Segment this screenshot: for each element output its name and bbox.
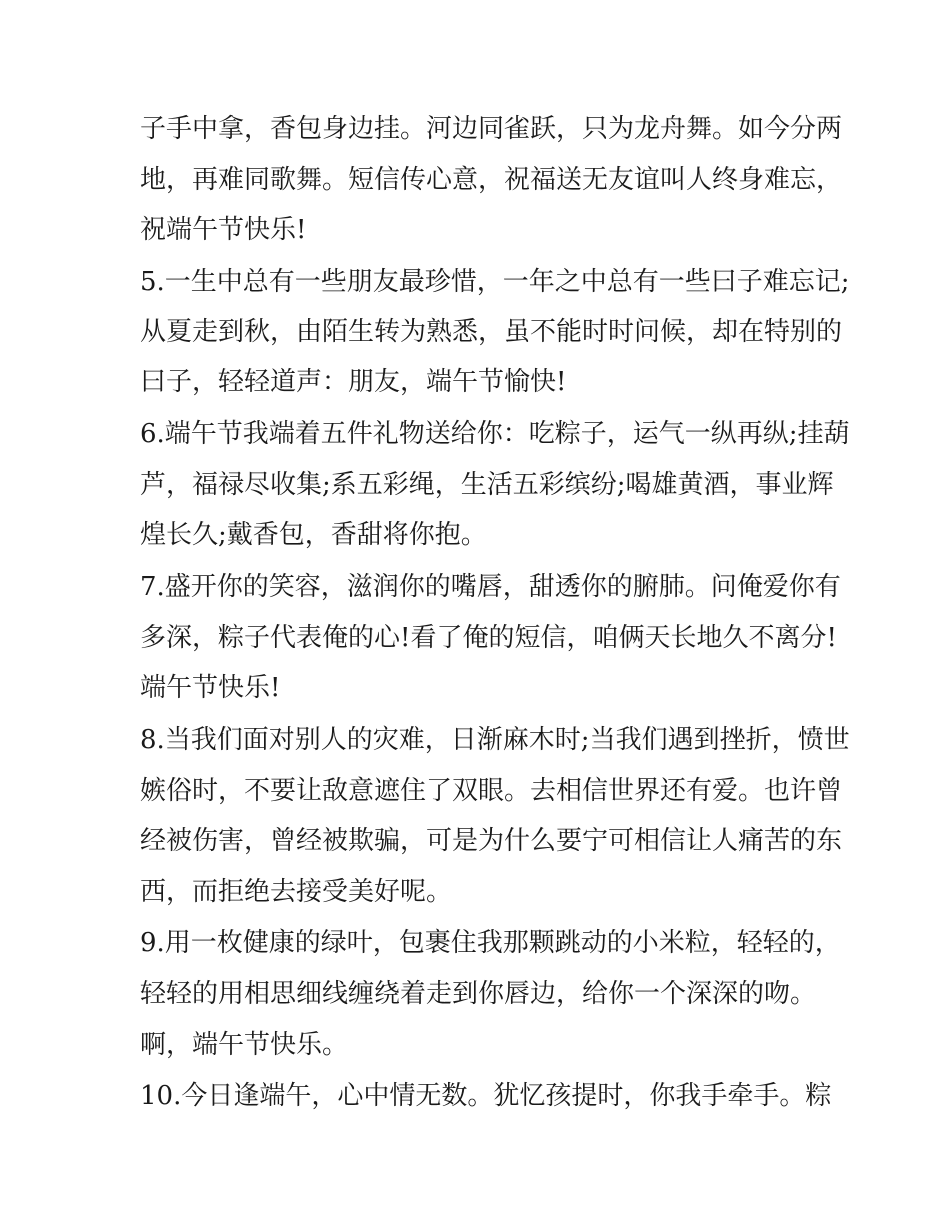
text-line: 6.端午节我端着五件礼物送给你：吃粽子，运气一纵再纵;挂葫 <box>140 419 850 449</box>
text-line: 9.用一枚健康的绿叶，包裹住我那颗跳动的小米粒，轻轻的， <box>140 928 841 958</box>
text-line: 轻轻的用相思细线缠绕着走到你唇边，给你一个深深的吻。 <box>140 979 817 1009</box>
text-line: 8.当我们面对别人的灾难，日渐麻木时;当我们遇到挫折，愤世 <box>140 725 850 755</box>
text-line: 西，而拒绝去接受美好呢。 <box>140 877 453 907</box>
text-line: 嫉俗时，不要让敌意遮住了双眼。去相信世界还有爱。也许曾 <box>140 776 843 806</box>
text-line: 从夏走到秋，由陌生转为熟悉，虽不能时时问候，却在特别的 <box>140 317 843 347</box>
text-line: 祝端午节快乐! <box>140 215 307 245</box>
text-line: 啊，端午节快乐。 <box>140 1030 349 1060</box>
text-line: 经被伤害，曾经被欺骗，可是为什么要宁可相信让人痛苦的东 <box>140 826 843 856</box>
text-line: 煌长久;戴香包，香甜将你抱。 <box>140 520 487 550</box>
text-line: 端午节快乐! <box>140 673 281 703</box>
text-line: 地，再难同歌舞。短信传心意，祝福送无友谊叫人终身难忘， <box>140 165 843 195</box>
text-line: 芦，福禄尽收集;系五彩绳，生活五彩缤纷;喝雄黄酒，事业辉 <box>140 470 834 500</box>
text-line: 7.盛开你的笑容，滋润你的嘴唇，甜透你的腑肺。问俺爱你有 <box>140 572 841 602</box>
text-line: 10.今日逢端午，心中情无数。犹忆孩提时，你我手牵手。粽 <box>140 1081 832 1111</box>
text-line: 曰子，轻轻道声：朋友，端午节愉快! <box>140 367 567 397</box>
text-line: 子手中拿，香包身边挂。河边同雀跃，只为龙舟舞。如今分两 <box>140 114 843 144</box>
text-line: 多深，粽子代表俺的心!看了俺的短信，咱俩天长地久不离分! <box>140 623 837 653</box>
text-line: 5.一生中总有一些朋友最珍惜，一年之中总有一些曰子难忘记; <box>140 267 850 297</box>
